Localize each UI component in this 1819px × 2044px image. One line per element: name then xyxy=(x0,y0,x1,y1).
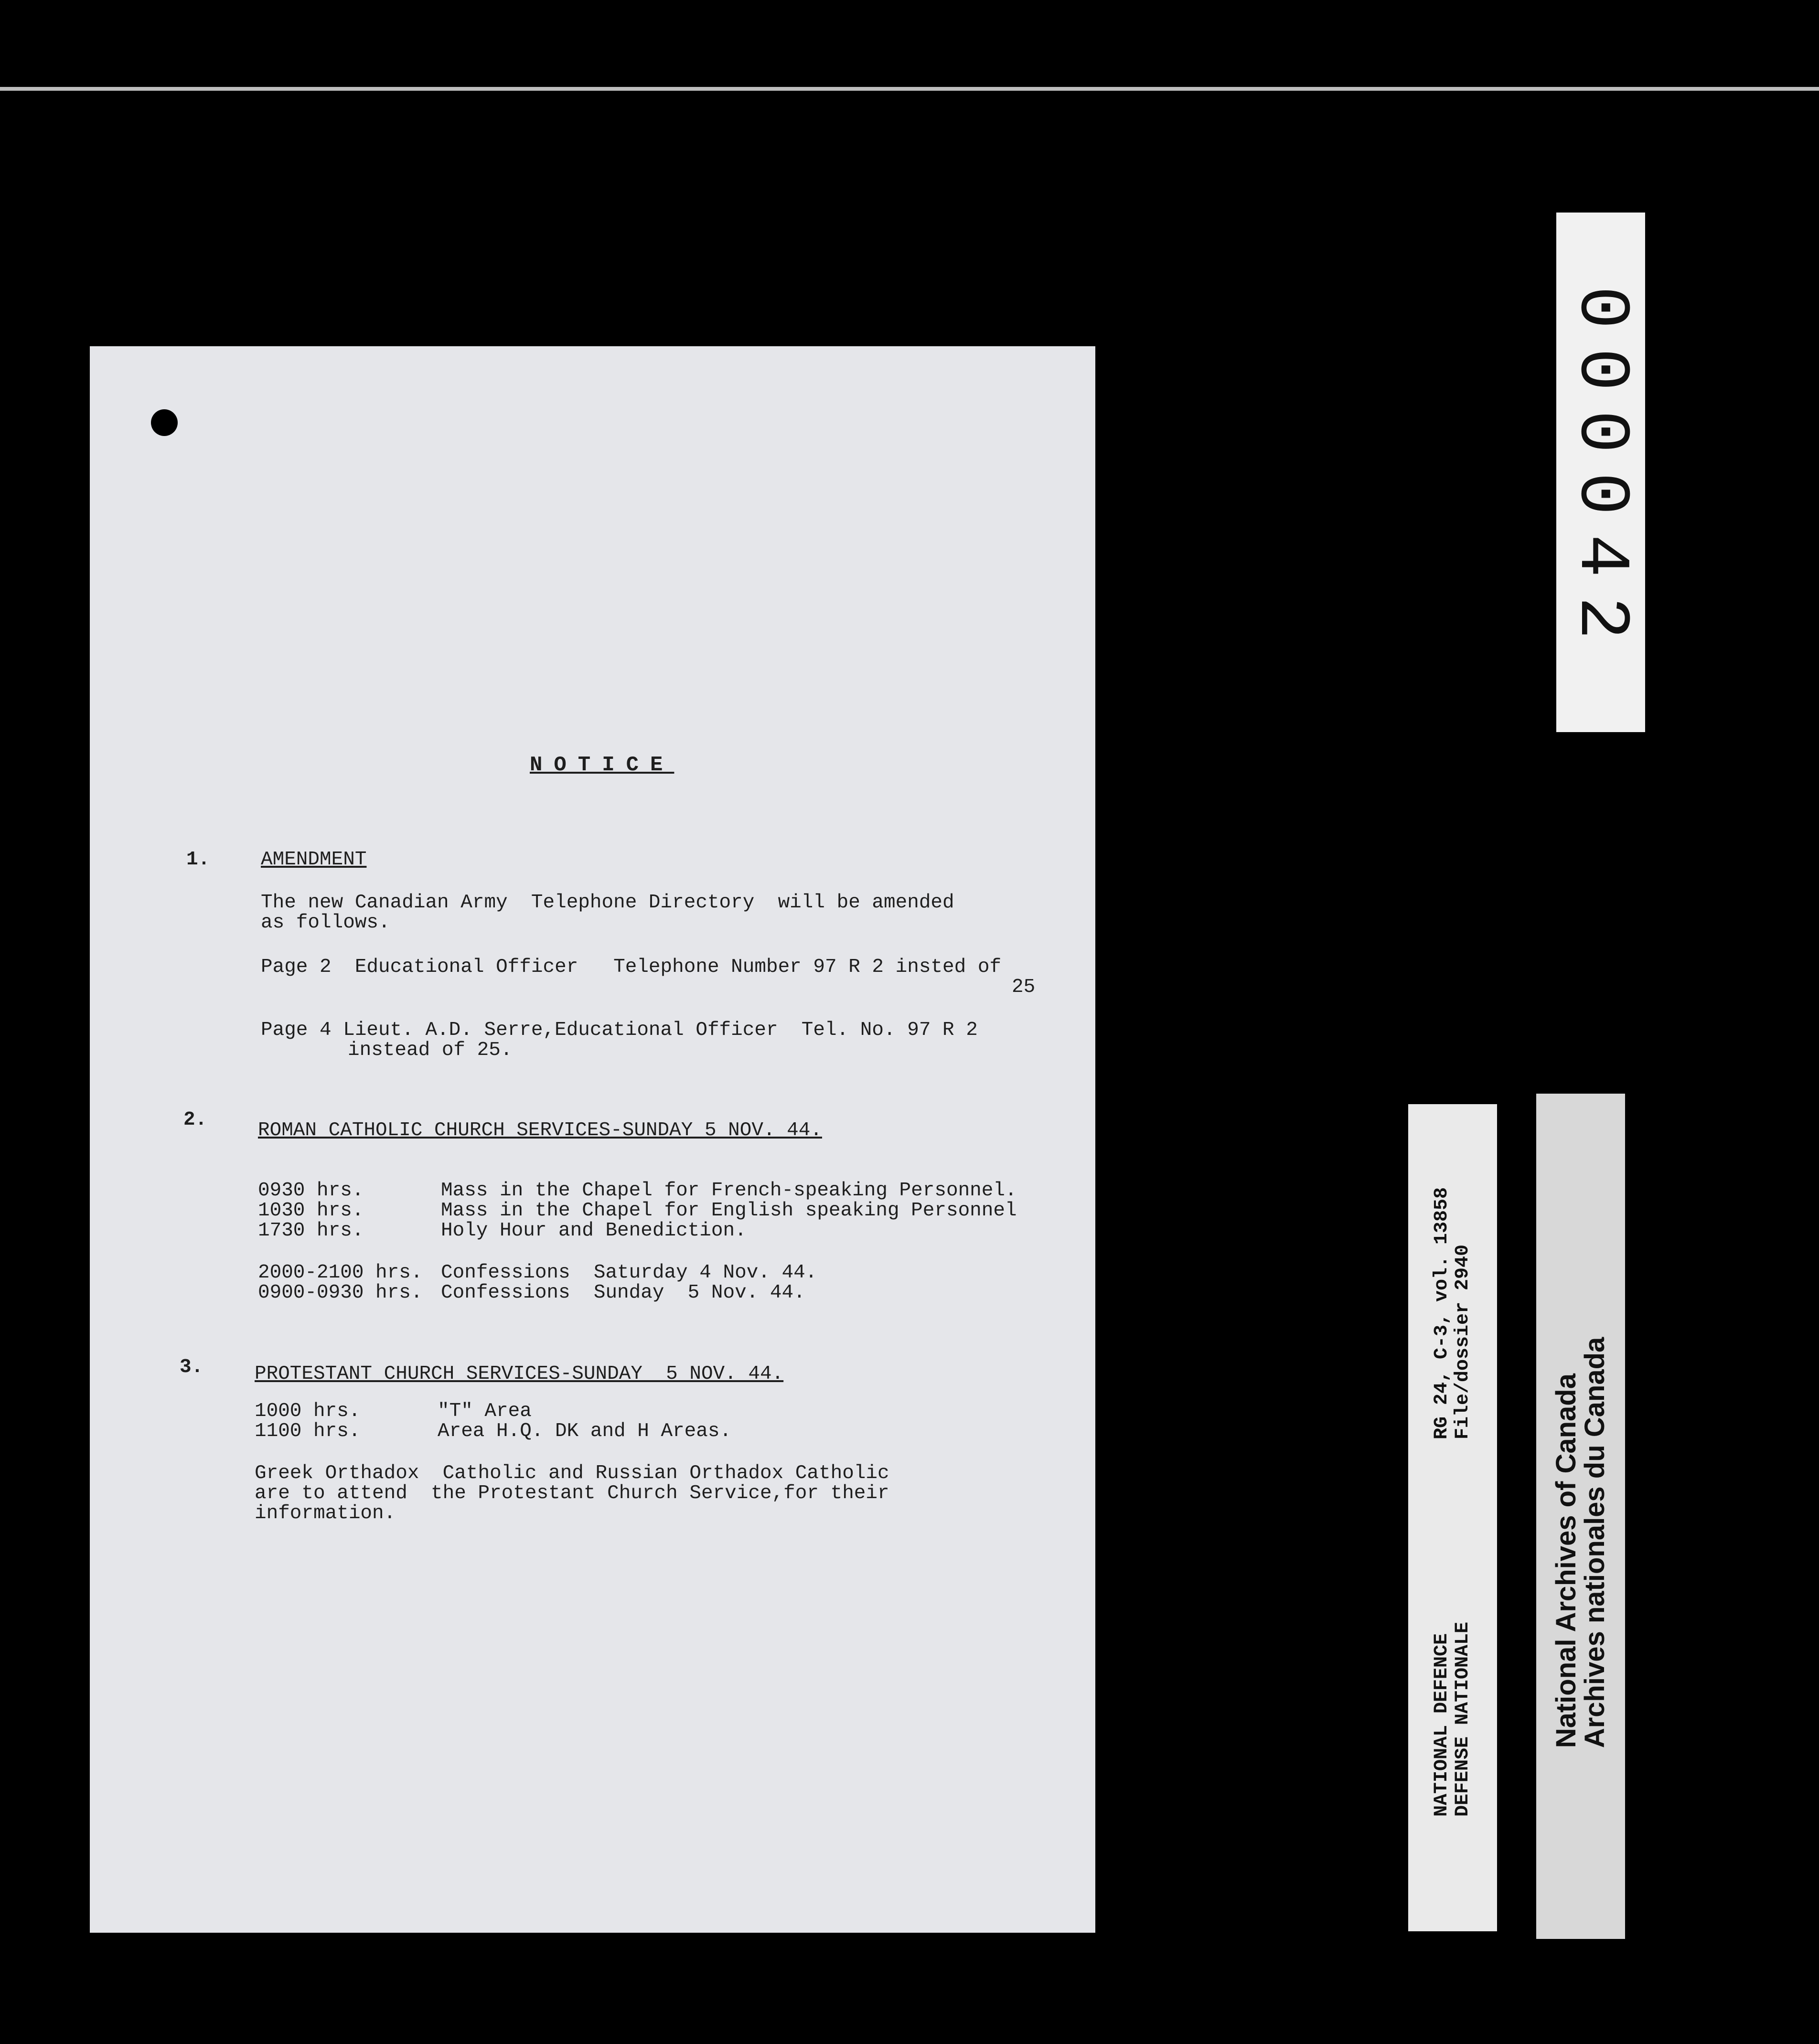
section-1-page4-line2: instead of 25. xyxy=(348,1039,513,1061)
section-1-page4-line1: Page 4 Lieut. A.D. Serre,Educational Officer Tel. No. 97 R 2 xyxy=(261,1019,978,1041)
section-1-intro-line1: The new Canadian Army Telephone Directory will be amended xyxy=(261,892,954,914)
prot-note-line2: are to attend the Protestant Church Service,for their xyxy=(255,1482,889,1504)
reference-line4: DEFENSE NATIONALE xyxy=(1452,1621,1474,1817)
section-3-heading: PROTESTANT CHURCH SERVICES-SUNDAY 5 NOV. 44. xyxy=(255,1363,784,1385)
notice-title: NOTICE xyxy=(530,753,674,777)
reference-line1: RG 24, C-3, vol. 13858 xyxy=(1431,1187,1453,1440)
reference-line3: NATIONAL DEFENCE xyxy=(1431,1633,1453,1817)
prot-note-line3: information. xyxy=(255,1502,396,1524)
archives-label xyxy=(1552,1337,1609,1748)
reference-line2: File/dossier 2940 xyxy=(1452,1244,1474,1440)
document-page xyxy=(90,346,1095,1933)
section-1-page2-line2: 25 xyxy=(1012,976,1036,998)
prot-time-2: 1100 hrs. xyxy=(255,1420,361,1442)
frame-number: 000042 xyxy=(1560,286,1641,659)
rc-confession-desc-1: Confessions Saturday 4 Nov. 44. xyxy=(441,1262,817,1284)
rc-time-3: 1730 hrs. xyxy=(258,1220,364,1242)
rc-desc-1: Mass in the Chapel for French-speaking Personnel. xyxy=(441,1180,1017,1202)
rc-desc-2: Mass in the Chapel for English speaking Personnel xyxy=(441,1200,1017,1222)
rc-confession-time-2: 0900-0930 hrs. xyxy=(258,1282,423,1304)
rc-time-2: 1030 hrs. xyxy=(258,1200,364,1222)
reference-label-upper xyxy=(1432,1187,1474,1439)
prot-note-line1: Greek Orthadox Catholic and Russian Orthadox Catholic xyxy=(255,1462,889,1484)
prot-desc-1: "T" Area xyxy=(438,1400,532,1422)
rc-confession-desc-2: Confessions Sunday 5 Nov. 44. xyxy=(441,1282,805,1304)
section-2-heading: ROMAN CATHOLIC CHURCH SERVICES-SUNDAY 5 NOV. 44. xyxy=(258,1119,822,1141)
prot-time-1: 1000 hrs. xyxy=(255,1400,361,1422)
section-3-number: 3. xyxy=(180,1356,203,1378)
archives-line1: National Archives of Canada xyxy=(1551,1373,1582,1748)
section-1-number: 1. xyxy=(186,849,210,871)
section-1-page2-line1: Page 2 Educational Officer Telephone Number 97 R 2 insted of xyxy=(261,956,1002,978)
reference-label-lower xyxy=(1432,1622,1474,1817)
section-1-heading: AMENDMENT xyxy=(261,849,367,871)
rc-desc-3: Holy Hour and Benediction. xyxy=(441,1220,747,1242)
section-2-number: 2. xyxy=(183,1109,207,1131)
section-1-intro-line2: as follows. xyxy=(261,912,390,934)
archives-line2: Archives nationales du Canada xyxy=(1579,1337,1610,1748)
prot-desc-2: Area H.Q. DK and H Areas. xyxy=(438,1420,732,1442)
punch-hole xyxy=(151,409,178,436)
rc-time-1: 0930 hrs. xyxy=(258,1180,364,1202)
rc-confession-time-1: 2000-2100 hrs. xyxy=(258,1262,423,1284)
